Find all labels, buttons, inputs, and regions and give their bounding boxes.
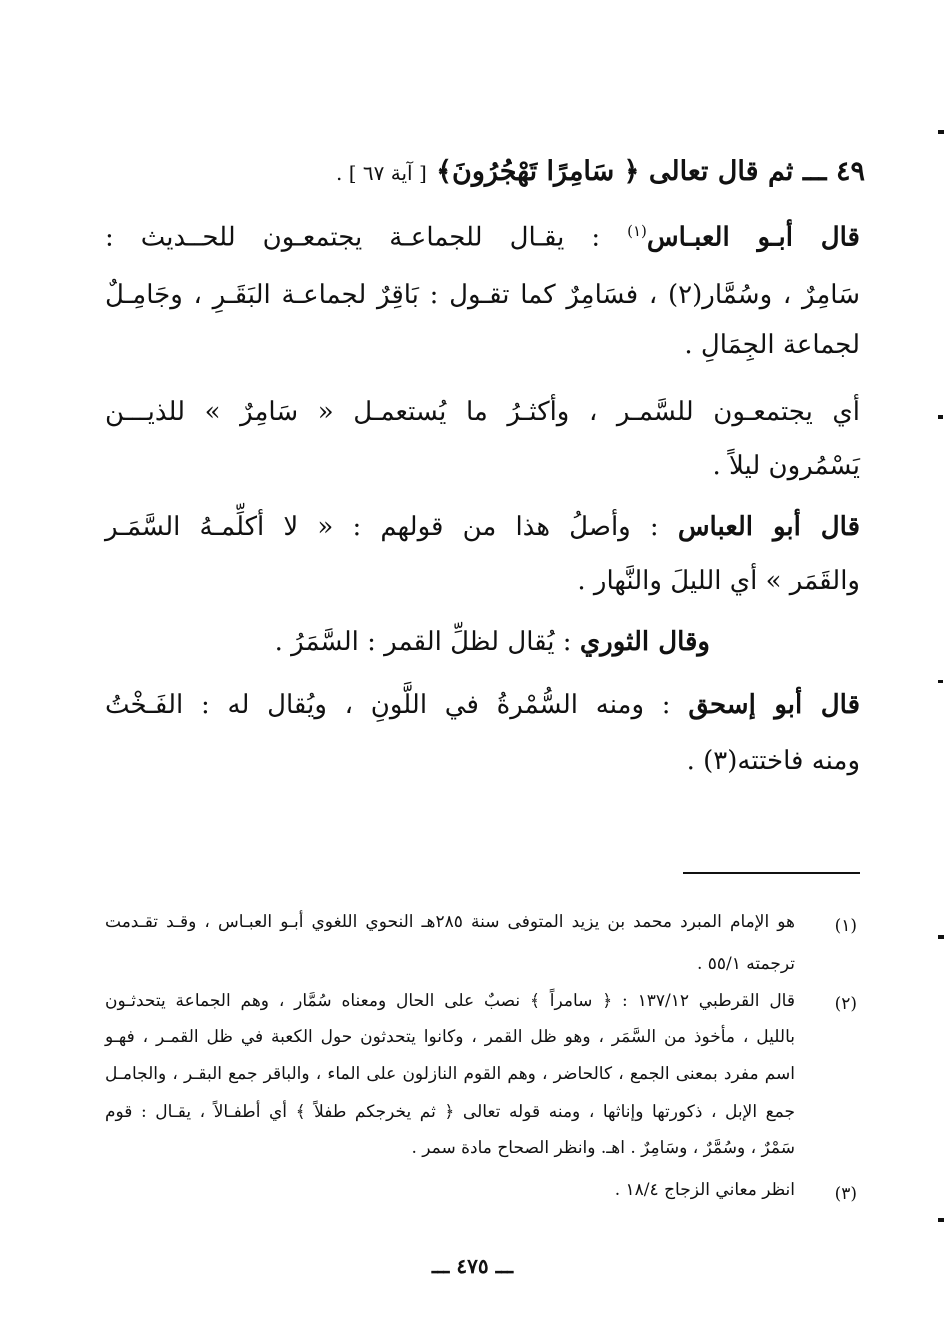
body-text: : وأصلُ هذا من قولهم : « لا أكلِّمـهُ السَّمَـر	[105, 512, 659, 542]
scan-speck	[938, 935, 944, 939]
footnote-number: (٣)	[834, 1184, 857, 1204]
footnote-number: (٢)	[834, 994, 857, 1014]
body-line: أي يجتمعـون للسَّمـر ، وأكثـرُ ما يُستعمـل « سَامِرٌ » للذيـــن	[105, 397, 860, 427]
footnote-line: قال القرطبي ١٣٧/١٢ : ﴿ سامراً ﴾ نصبٌ على الحال ومعناه سُمَّار ، وهم الجماعة يتحدثـون	[105, 991, 795, 1011]
speaker-name: قال أبـو العبـاس	[646, 222, 860, 253]
footnote-line: سَمْرٌ ، وسُمَّرٌ ، وسَامِرٌ . اهـ. وانظر الصحاح مادة سمر .	[411, 1138, 795, 1158]
body-line	[105, 627, 710, 657]
heading-number: ٤٩ ـــ	[802, 156, 865, 187]
scan-speck	[938, 680, 943, 683]
scan-speck	[938, 1218, 944, 1222]
footnote-line: اسم مفرد بمعنى الجمع ، كالحاضر ، وهم القوم النازلون على الماء ، والباقر جمع البقـر ، والجامـل	[105, 1064, 795, 1084]
body-line: ومنه فاختته(٣) .	[686, 746, 860, 776]
footnote-line: ترجمته ٥٥/١ .	[696, 954, 795, 974]
body-line: والقَمَر » أي الليلَ والنَّهار .	[577, 566, 860, 596]
body-text: : يقـال للجماعـة يجتمعـون للحــديث :	[105, 222, 601, 253]
page-number: ـــ ٤٧٥ ـــ	[431, 1254, 514, 1278]
scan-speck	[938, 130, 944, 134]
body-line: يَسْمُرون ليلاً .	[712, 451, 860, 481]
body-line: لجماعة الجِمَالِ .	[684, 330, 860, 360]
footnote-line: هو الإمام المبرد محمد بن يزيد المتوفى سنة ٢٨٥هـ النحوي اللغوي أبـو العبـاس ، وقـد تقـدمت	[105, 912, 796, 932]
heading-verse: ﴿ سَامِرًا تَهْجُرُونَ﴾	[436, 156, 640, 187]
footnote-line: جمع الإبل ، ذكورتها وإناثها ، ومنه قوله تعالى ﴿ ثم يخرجكم طفلاً ﴾ أي أطفـالاً ، يقـال : قوم	[105, 1102, 795, 1122]
footnote-line: انظر معاني الزجاج ١٨/٤ .	[614, 1180, 795, 1200]
scan-speck	[938, 415, 943, 419]
footnote-marker: (١)	[627, 222, 647, 240]
speaker-name: وقال الثوري	[579, 627, 710, 657]
body-line: سَامِرٌ ، وسُمَّار(٢) ، فسَامِرٌ كما تقـول : بَاقِرٌ لجماعـة البَقَـرِ ، وجَامِـلٌ	[105, 280, 860, 310]
speaker-name: قال أبو إسحق	[688, 690, 861, 720]
heading-verse-ref: [ آية ٦٧ ] .	[336, 161, 427, 185]
body-text: : ومنه السُّمْرةُ في اللَّونِ ، ويُقال له : الفَـخْتُ	[105, 690, 671, 720]
body-line	[105, 690, 860, 720]
section-heading	[105, 156, 865, 187]
footnote-separator	[683, 872, 860, 874]
body-text: : يُقال لظلِّ القمر : السَّمَرُ .	[274, 627, 572, 657]
body-line	[105, 512, 860, 542]
footnote-number: (١)	[834, 916, 857, 936]
speaker-name: قال أبو العباس	[677, 512, 861, 542]
body-line	[105, 222, 860, 253]
heading-intro: ثم قال تعالى	[648, 156, 794, 187]
footnote-line: بالليل ، مأخوذ من السَّمَر ، وهو ظل القمر ، وكانوا يتحدثون حول الكعبة في ظل القمـر ، فهـو	[105, 1027, 795, 1047]
